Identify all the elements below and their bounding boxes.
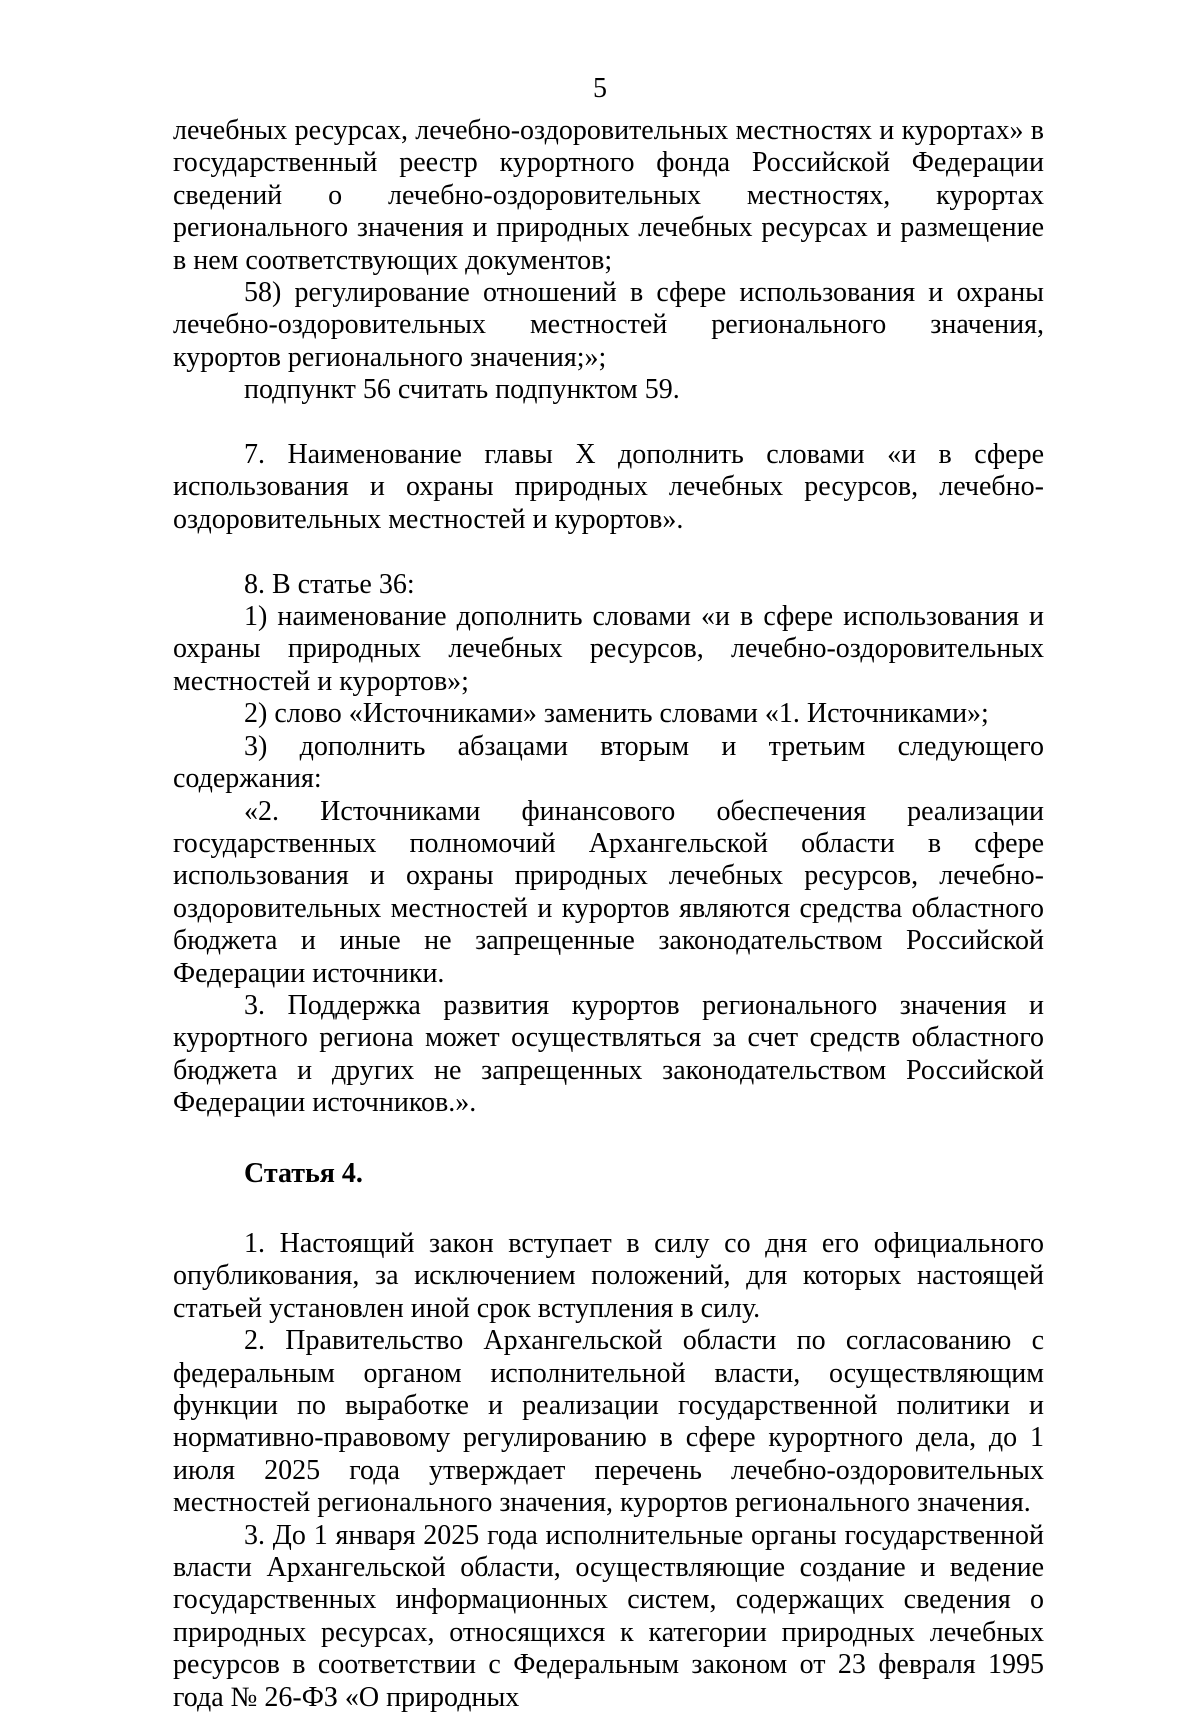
paragraph-point-7: 7. Наименование главы X дополнить словами «и в сфере использования и охраны природных лечебных ресурсов, лечебно-оздоровительных местностей и курортов». <box>173 439 1044 535</box>
paragraph-point-8-sub-1: 1) наименование дополнить словами «и в сфере использования и охраны природных лечебных ресурсов, лечебно-оздоровительных местностей и курортов»; <box>173 601 1044 697</box>
paragraph-point-8-sub-2: 2) слово «Источниками» заменить словами «1. Источниками»; <box>244 698 989 730</box>
article-heading: Статья 4. <box>244 1157 363 1189</box>
paragraph-quoted-clause-3: 3. Поддержка развития курортов регионального значения и курортного региона может осуществляться за счет средств областного бюджета и других не запрещенных законодательством Российской Федерации источников.». <box>173 989 1044 1119</box>
document-body <box>173 115 1044 1714</box>
page-number: 5 <box>593 73 607 104</box>
paragraph-article-4-point-1: 1. Настоящий закон вступает в силу со дня его официального опубликования, за исключением положений, для которых настоящей статьей установлен иной срок вступления в силу. <box>173 1227 1044 1324</box>
paragraph-point-8: 8. В статье 36: <box>244 568 415 600</box>
paragraph-quoted-clause-2: «2. Источниками финансового обеспечения реализации государственных полномочий Архангельской области в сфере использования и охраны природных лечебных ресурсов, лечебно-оздоровительных местностей и курортов являются средства областного бюджета и иные не запрещенные законодательством Российской Федерации источники. <box>173 795 1044 989</box>
paragraph-continuation: лечебных ресурсах, лечебно-оздоровительных местностях и курортах» в государственный реестр курортного фонда Российской Федерации сведений о лечебно-оздоровительных местностях, курортах регионального значения и природных лечебных ресурсах и размещение в нем соответствующих документов; <box>173 115 1044 276</box>
paragraph-point-8-sub-3: 3) дополнить абзацами вторым и третьим следующего содержания: <box>173 730 1044 795</box>
paragraph-article-4-point-3: 3. До 1 января 2025 года исполнительные органы государственной власти Архангельской области, осуществляющие создание и ведение государственных информационных систем, содержащих сведения о природных ресурсах, относящихся к категории природных лечебных ресурсов в соответствии с Федеральным законом от 23 февраля 1995 года № 26-ФЗ «О природных <box>173 1519 1044 1713</box>
paragraph-article-4-point-2: 2. Правительство Архангельской области по согласованию с федеральным органом исполнительной власти, осуществляющим функции по выработке и реализации государственной политики и нормативно-правовому регулированию в сфере курортного дела, до 1 июля 2025 года утверждает перечень лечебно-оздоровительных местностей регионального значения, курортов регионального значения. <box>173 1325 1044 1519</box>
paragraph-item-58: 58) регулирование отношений в сфере использования и охраны лечебно-оздоровительных местностей регионального значения, курортов регионального значения;»; <box>173 277 1044 373</box>
paragraph-subpoint-renumber: подпункт 56 считать подпунктом 59. <box>244 374 680 406</box>
